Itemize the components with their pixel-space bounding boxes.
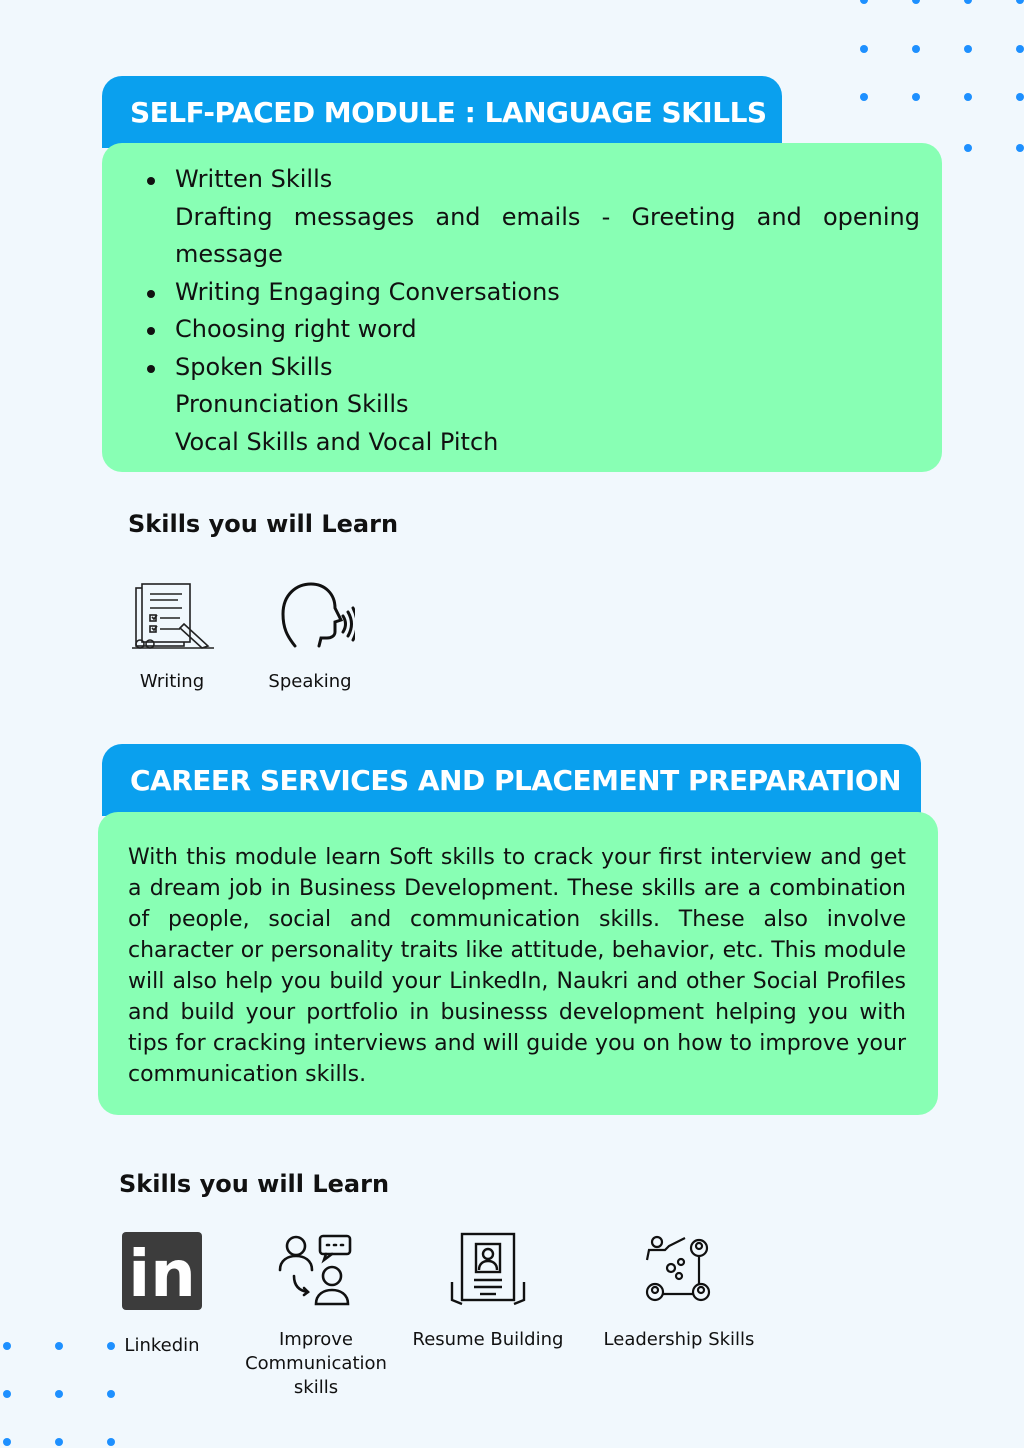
skill-label: Linkedin [124, 1335, 200, 1356]
skill-writing [122, 580, 222, 694]
skill-label: Improve Communication skills [245, 1329, 387, 1398]
leadership-icon [639, 1232, 719, 1308]
communication-icon [276, 1232, 356, 1308]
skill-communication [240, 1232, 392, 1400]
skill-linkedin [112, 1232, 212, 1358]
speaking-icon [265, 580, 355, 652]
list-item [150, 311, 920, 349]
skill-label: Leadership Skills [603, 1329, 755, 1350]
section1-panel [102, 143, 942, 472]
list-item-text: Writing Engaging Conversations [175, 277, 560, 306]
skills-heading-1: Skills you will Learn [128, 510, 399, 538]
skill-label: Writing [139, 671, 205, 692]
career-services-description: With this module learn Soft skills to crack your first interview and get a dream job in Business Development. These skills are a combination of people, social and communication skills. These also involve character or personality traits like attitude, behavior, etc. This module will also help you build your LinkedIn, Naukri and other Social Profiles and build your portfolio in businesss development helping you with tips for cracking interviews and will guide you on how to improve your communication skills. [128, 845, 906, 1087]
section2-title: CAREER SERVICES AND PLACEMENT PREPARATION [102, 744, 921, 816]
skill-speaking [258, 580, 362, 694]
skills-heading-2: Skills you will Learn [119, 1170, 390, 1198]
list-item [150, 161, 920, 274]
skill-label: Resume Building [412, 1329, 564, 1350]
language-skills-list [150, 161, 920, 461]
list-item-text: Choosing right word [175, 315, 417, 343]
list-item [150, 349, 920, 462]
resume-icon [448, 1232, 528, 1308]
skill-label: Speaking [268, 671, 352, 692]
writing-icon [122, 580, 222, 652]
linkedin-icon [122, 1232, 202, 1310]
list-item-text: Spoken Skills [175, 352, 333, 381]
svg-text:in: in [128, 1238, 196, 1310]
list-item [150, 274, 920, 312]
list-item-text: Written Skills [175, 165, 333, 193]
list-item-subtext: Pronunciation Skills [175, 390, 409, 418]
skill-resume [410, 1232, 566, 1352]
section1-title: SELF-PACED MODULE : LANGUAGE SKILLS [102, 76, 782, 148]
list-item-subtext: Drafting messages and emails - Greeting and opening message [175, 202, 920, 268]
section2-panel [98, 812, 938, 1115]
skill-leadership [596, 1232, 762, 1352]
list-item-subtext: Vocal Skills and Vocal Pitch [175, 427, 499, 456]
